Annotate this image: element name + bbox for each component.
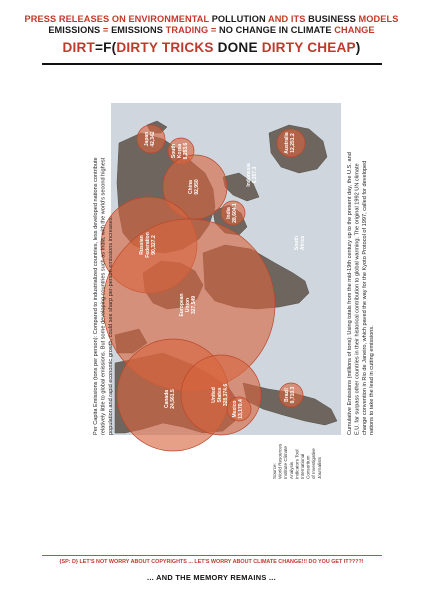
label-united-states: UnitedStates328,374.6 [211, 383, 229, 407]
source-credit: Source:World ResourcesInstitute ClimateAnalysisIndicators ToolInternationalConsortiumof InvestigativeJournalists [272, 443, 322, 479]
label-european-union: EuropeanUnion327,549 [179, 293, 197, 317]
label-south-africa: SouthAfrica [294, 235, 306, 251]
line2-segment: EMISSIONS [48, 25, 101, 35]
line1-segment: MODELS [355, 14, 399, 24]
line2-segment: NO CHANGE IN CLIMATE [219, 25, 332, 35]
label-south-korea: SouthKorea8,253.6 [171, 142, 189, 160]
footer-note: {SP: D} LET'S NOT WORRY ABOUT COPYRIGHTS ... LET'S WORRY ABOUT CLIMATE CHANGE!!! DO YOU GET IT????! [59, 559, 364, 565]
header-line-1 [0, 14, 423, 25]
line2-segment: = [100, 25, 112, 35]
label-brazil: Brazil9,710.3 [284, 386, 296, 404]
label-china: China92,950 [188, 179, 200, 195]
line1-segment: AND ITS [265, 14, 309, 24]
line3-segment: =F( [94, 40, 117, 55]
header-line-3 [0, 40, 423, 56]
emissions-map-figure [43, 103, 380, 535]
caption-cumulative: Cumulative Emissions (millions of tons): Using totals from the mid-19th century up to the present day, the U.S. andE.U. far surpass other countries in their historical contribution to global warming. The original 1992 UN climatechange convention in Rio de Janeiro, which paved the way for the Kyoto Protocol of 1997, called for developednations to take the lead in cutting emissions. [347, 152, 376, 435]
footer-divider [42, 555, 382, 556]
line3-segment: DIRTY CHEAP [261, 40, 356, 55]
label-australia: Australia12,251.2 [284, 132, 296, 154]
line2-segment: EMISSIONS [111, 25, 164, 35]
line2-segment: TRADING = [163, 25, 219, 35]
label-canada: Canada24,561.5 [164, 389, 176, 409]
line2-segment: CHANGE [331, 25, 375, 35]
label-japan: Japan42,342 [144, 131, 156, 147]
line1-segment: POLLUTION [211, 14, 266, 24]
label-russian-federation: RussianFederation90,327.2 [139, 232, 157, 258]
header [0, 14, 423, 56]
caption-per-capita: Per Capita Emissions (tons per person): Compared to industrialized countries, less developed nations contributerelatively little to global emissions. But some developing countries such as India, with the world's second highestpopulation and rapid economic growth, could see sharp per-person emissions increases. [93, 157, 114, 435]
line3-segment: ) [355, 40, 361, 55]
line3-segment: DIRT [62, 40, 95, 55]
label-mexico: Mexico13,170.4 [232, 399, 244, 419]
label-indonesia: Indonesia6,257.3 [246, 163, 258, 187]
header-line-2 [0, 25, 423, 36]
line3-segment: DONE [213, 40, 262, 55]
emissions-map-svg [43, 103, 380, 535]
line3-segment: DIRTY TRICKS [116, 40, 214, 55]
header-divider [42, 63, 382, 65]
line1-segment: PRESS RELEASES ON ENVIRONMENTAL [24, 14, 212, 24]
footer-tagline: ... AND THE MEMORY REMAINS ... [146, 573, 277, 582]
label-india: India28,604.1 [226, 203, 238, 223]
line1-segment: BUSINESS [308, 14, 356, 24]
